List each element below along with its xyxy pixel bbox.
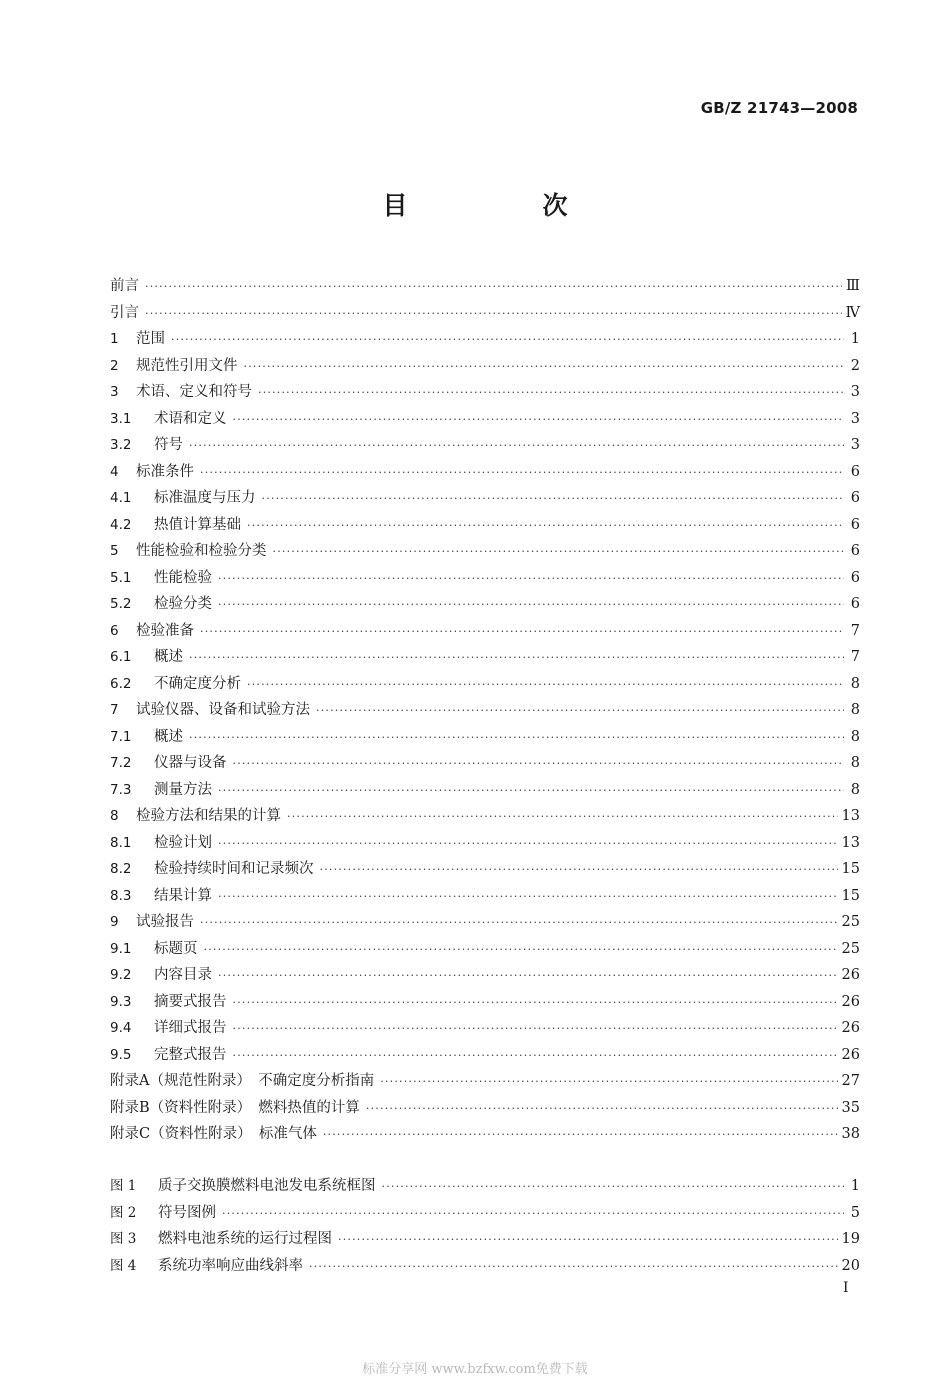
entry-number: 9.3 — [110, 993, 132, 1010]
entry-title: 系统功率响应曲线斜率 — [158, 1257, 303, 1274]
entry-number: 图 3 — [110, 1231, 137, 1247]
dot-leader — [233, 407, 845, 434]
entry-number: 9.1 — [110, 940, 132, 957]
entry-title: 详细式报告 — [154, 1020, 227, 1036]
dot-leader — [380, 1069, 837, 1096]
toc-entry — [110, 432, 860, 459]
entry-number: 5.1 — [110, 569, 132, 586]
dot-leader — [204, 937, 838, 964]
toc-entry — [110, 644, 860, 671]
figure-entry — [110, 1253, 860, 1280]
entry-title: 检验分类 — [154, 596, 212, 612]
entry-page-number: 8 — [850, 702, 860, 718]
toc-entry — [110, 936, 860, 963]
entry-page-number: 19 — [841, 1231, 860, 1247]
toc-entry — [110, 671, 860, 698]
entry-page-number: Ⅳ — [845, 304, 860, 321]
entry-page-number: 5 — [850, 1204, 860, 1221]
entry-title: 附录C（资料性附录） 标准气体 — [110, 1126, 317, 1142]
entry-title: 范围 — [136, 331, 165, 347]
dot-leader — [200, 910, 838, 937]
entry-number: 8.1 — [110, 834, 132, 851]
entry-page-number: 27 — [841, 1073, 860, 1089]
entry-page-number: 6 — [850, 516, 860, 533]
dot-leader — [222, 1201, 844, 1228]
entry-page-number: 25 — [841, 914, 860, 930]
entry-number: 9.5 — [110, 1046, 132, 1063]
toc-entry — [110, 1042, 860, 1069]
dot-leader — [233, 990, 838, 1017]
entry-title: 概述 — [154, 728, 183, 745]
toc-entry — [110, 618, 860, 645]
entry-page-number: 8 — [850, 755, 860, 771]
entry-number: 3.2 — [110, 437, 132, 453]
toc-entry — [110, 1121, 860, 1148]
entry-page-number: 13 — [841, 834, 860, 851]
entry-number: 4 — [110, 463, 119, 480]
dot-leader — [273, 539, 845, 566]
toc-entry — [110, 485, 860, 512]
entry-page-number: 6 — [850, 596, 860, 612]
entry-page-number: 15 — [841, 887, 860, 904]
entry-page-number: 26 — [841, 993, 860, 1010]
entry-number: 3.1 — [110, 410, 132, 427]
dot-leader — [233, 1016, 838, 1043]
entry-page-number: 8 — [850, 728, 860, 745]
entry-number: 6.1 — [110, 649, 132, 665]
entry-number: 7.2 — [110, 755, 132, 771]
entry-number: 8.3 — [110, 887, 132, 904]
entry-number: 9.4 — [110, 1020, 132, 1036]
dot-leader — [309, 1254, 838, 1281]
entry-title: 性能检验和检验分类 — [136, 543, 267, 559]
toc-entry — [110, 273, 860, 300]
entry-title: 质子交换膜燃料电池发电系统框图 — [158, 1178, 376, 1194]
entry-title: 仪器与设备 — [154, 755, 227, 771]
entry-page-number: 35 — [841, 1099, 860, 1116]
entry-title: 标准条件 — [136, 463, 194, 480]
dot-leader — [316, 698, 844, 725]
entry-page-number: 3 — [850, 437, 860, 453]
toc-entry — [110, 724, 860, 751]
entry-page-number: 1 — [850, 331, 860, 347]
dot-leader — [145, 274, 842, 301]
entry-title: 试验报告 — [136, 914, 194, 930]
entry-title: 不确定度分析 — [154, 675, 241, 692]
toc-entry — [110, 538, 860, 565]
entry-title: 试验仪器、设备和试验方法 — [136, 702, 310, 718]
entry-title: 规范性引用文件 — [136, 357, 238, 374]
entry-page-number: 7 — [850, 649, 860, 665]
standard-code: GB/Z 21743—2008 — [700, 99, 858, 117]
dot-leader — [200, 619, 844, 646]
toc-entry — [110, 777, 860, 804]
entry-page-number: 20 — [841, 1257, 860, 1274]
entry-page-number: 2 — [850, 357, 860, 374]
entry-title: 摘要式报告 — [154, 993, 227, 1010]
watermark: 标准分享网 www.bzfxw.com免费下载 — [362, 1362, 588, 1377]
dot-leader — [218, 566, 844, 593]
entry-number: 9.2 — [110, 967, 132, 983]
toc-entry — [110, 326, 860, 353]
entry-title: 符号图例 — [158, 1204, 216, 1221]
entry-title: 引言 — [110, 304, 139, 321]
entry-number: 图 2 — [110, 1204, 137, 1221]
dot-leader — [218, 592, 844, 619]
dot-leader — [200, 460, 844, 487]
entry-page-number: 8 — [850, 675, 860, 692]
page-title: 目 次 — [382, 191, 623, 220]
entry-page-number: Ⅲ — [846, 278, 860, 294]
entry-title: 概述 — [154, 649, 183, 665]
entry-page-number: 25 — [841, 940, 860, 957]
entry-number: 图 4 — [110, 1257, 137, 1274]
dot-leader — [218, 963, 838, 990]
toc-entry — [110, 379, 860, 406]
toc-entry — [110, 909, 860, 936]
dot-leader — [320, 857, 838, 884]
entry-title: 附录B（资料性附录） 燃料热值的计算 — [110, 1099, 360, 1116]
dot-leader — [218, 778, 844, 805]
entry-page-number: 26 — [841, 1046, 860, 1063]
entry-number: 3 — [110, 384, 119, 400]
entry-title: 检验方法和结果的计算 — [136, 808, 281, 824]
toc-entry — [110, 883, 860, 910]
dot-leader — [218, 884, 838, 911]
entry-number: 6 — [110, 622, 119, 639]
entry-number: 图 1 — [110, 1178, 137, 1194]
entry-title: 完整式报告 — [154, 1046, 227, 1063]
entry-number: 4.2 — [110, 516, 132, 533]
entry-page-number: 3 — [850, 410, 860, 427]
dot-leader — [262, 486, 845, 513]
entry-number: 2 — [110, 357, 119, 374]
entry-title: 内容目录 — [154, 967, 212, 983]
table-of-contents — [110, 273, 860, 1148]
dot-leader — [189, 645, 844, 672]
entry-title: 热值计算基础 — [154, 516, 241, 533]
entry-title: 附录A（规范性附录） 不确定度分析指南 — [110, 1073, 375, 1089]
entry-number: 4.1 — [110, 490, 132, 506]
toc-entry — [110, 512, 860, 539]
dot-leader — [218, 831, 838, 858]
toc-entry — [110, 1068, 860, 1095]
dot-leader — [145, 301, 842, 328]
entry-number: 8 — [110, 808, 119, 824]
dot-leader — [258, 380, 844, 407]
entry-number: 7 — [110, 702, 119, 718]
toc-entry — [110, 830, 860, 857]
toc-entry — [110, 353, 860, 380]
entry-number: 8.2 — [110, 861, 132, 877]
toc-entry — [110, 565, 860, 592]
entry-title: 术语和定义 — [154, 410, 227, 427]
dot-leader — [244, 354, 845, 381]
entry-title: 标准温度与压力 — [154, 490, 256, 506]
entry-title: 标题页 — [154, 940, 198, 957]
entry-title: 燃料电池系统的运行过程图 — [158, 1231, 332, 1247]
entry-page-number: 26 — [841, 967, 860, 983]
toc-entry — [110, 1015, 860, 1042]
entry-number: 7.1 — [110, 728, 132, 745]
dot-leader — [382, 1174, 845, 1201]
toc-entry — [110, 459, 860, 486]
figure-entry — [110, 1173, 860, 1200]
dot-leader — [247, 513, 844, 540]
toc-entry — [110, 1095, 860, 1122]
entry-number: 5 — [110, 543, 119, 559]
dot-leader — [233, 1043, 838, 1070]
dot-leader — [287, 804, 838, 831]
entry-number: 9 — [110, 914, 119, 930]
entry-title: 检验持续时间和记录频次 — [154, 861, 314, 877]
dot-leader — [233, 751, 845, 778]
entry-number: 7.3 — [110, 781, 132, 798]
entry-title: 性能检验 — [154, 569, 212, 586]
figure-list — [110, 1173, 860, 1279]
entry-title: 术语、定义和符号 — [136, 384, 252, 400]
dot-leader — [338, 1227, 838, 1254]
entry-title: 前言 — [110, 278, 139, 294]
entry-page-number: 8 — [850, 781, 860, 798]
dot-leader — [171, 327, 844, 354]
dot-leader — [247, 672, 844, 699]
toc-entry — [110, 989, 860, 1016]
entry-number: 5.2 — [110, 596, 132, 612]
entry-page-number: 6 — [850, 490, 860, 506]
entry-number: 6.2 — [110, 675, 132, 692]
toc-entry — [110, 406, 860, 433]
entry-page-number: 6 — [850, 463, 860, 480]
entry-title: 检验计划 — [154, 834, 212, 851]
toc-entry — [110, 591, 860, 618]
entry-page-number: 15 — [841, 861, 860, 877]
entry-number: 1 — [110, 331, 119, 347]
entry-title: 检验准备 — [136, 622, 194, 639]
entry-page-number: 13 — [841, 808, 860, 824]
dot-leader — [189, 725, 844, 752]
figure-entry — [110, 1226, 860, 1253]
entry-page-number: 3 — [850, 384, 860, 400]
entry-title: 测量方法 — [154, 781, 212, 798]
entry-page-number: 6 — [850, 543, 860, 559]
entry-page-number: 38 — [841, 1126, 860, 1142]
entry-page-number: 6 — [850, 569, 860, 586]
dot-leader — [189, 433, 844, 460]
dot-leader — [366, 1096, 838, 1123]
entry-page-number: 7 — [850, 622, 860, 639]
dot-leader — [323, 1122, 838, 1149]
page-folio: I — [843, 1280, 849, 1296]
toc-entry — [110, 697, 860, 724]
entry-page-number: 26 — [841, 1020, 860, 1036]
toc-entry — [110, 962, 860, 989]
entry-title: 符号 — [154, 437, 183, 453]
entry-page-number: 1 — [850, 1178, 860, 1194]
toc-entry — [110, 750, 860, 777]
toc-entry — [110, 803, 860, 830]
figure-entry — [110, 1200, 860, 1227]
entry-title: 结果计算 — [154, 887, 212, 904]
toc-entry — [110, 300, 860, 327]
toc-entry — [110, 856, 860, 883]
